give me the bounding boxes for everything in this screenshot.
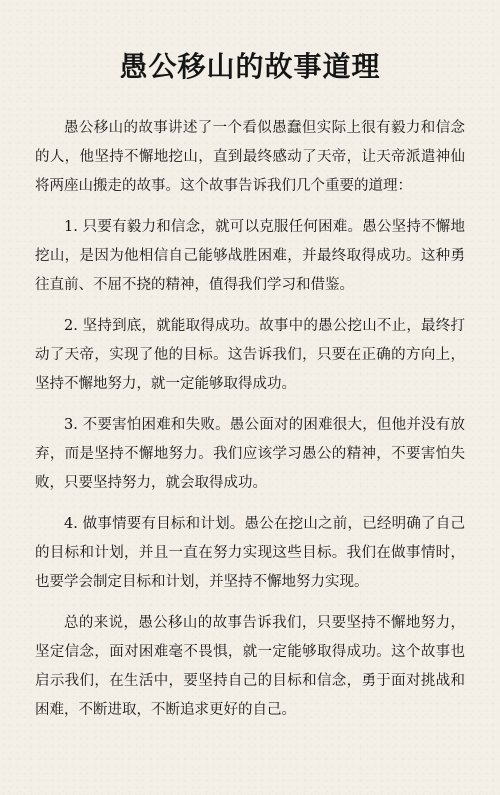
- point-2-paragraph: 2. 坚持到底，就能取得成功。故事中的愚公挖山不止，最终打动了天帝，实现了他的目标。这告诉我们，只要在正确的方向上，坚持不懈地努力，就一定能够取得成功。: [35, 318, 465, 392]
- intro-paragraph: 愚公移山的故事讲述了一个看似愚蠢但实际上很有毅力和信念的人，他坚持不懈地挖山，直到最终感动了天帝，让天帝派遣神仙将两座山搬走的故事。这个故事告诉我们几个重要的道理：: [35, 120, 465, 194]
- point-1-paragraph: 1. 只要有毅力和信念，就可以克服任何困难。愚公坚持不懈地挖山，是因为他相信自己能够战胜困难，并最终取得成功。这种勇往直前、不屈不挠的精神，值得我们学习和借鉴。: [35, 219, 465, 293]
- document-body: [35, 114, 465, 725]
- point-4-paragraph: 4. 做事情要有目标和计划。愚公在挖山之前，已经明确了自己的目标和计划，并且一直在努力实现这些目标。我们在做事情时，也要学会制定目标和计划，并坚持不懈地努力实现。: [35, 516, 465, 590]
- document-title: 愚公移山的故事道理: [119, 50, 381, 83]
- point-3-paragraph: 3. 不要害怕困难和失败。愚公面对的困难很大，但他并没有放弃，而是坚持不懈地努力。我们应该学习愚公的精神，不要害怕失败，只要坚持努力，就会取得成功。: [35, 417, 465, 491]
- summary-paragraph: 总的来说，愚公移山的故事告诉我们，只要坚持不懈地努力，坚定信念，面对困难毫不畏惧，就一定能够取得成功。这个故事也启示我们，在生活中，要坚持自己的目标和信念，勇于面对挑战和困难，不断进取，不断追求更好的自己。: [35, 615, 465, 718]
